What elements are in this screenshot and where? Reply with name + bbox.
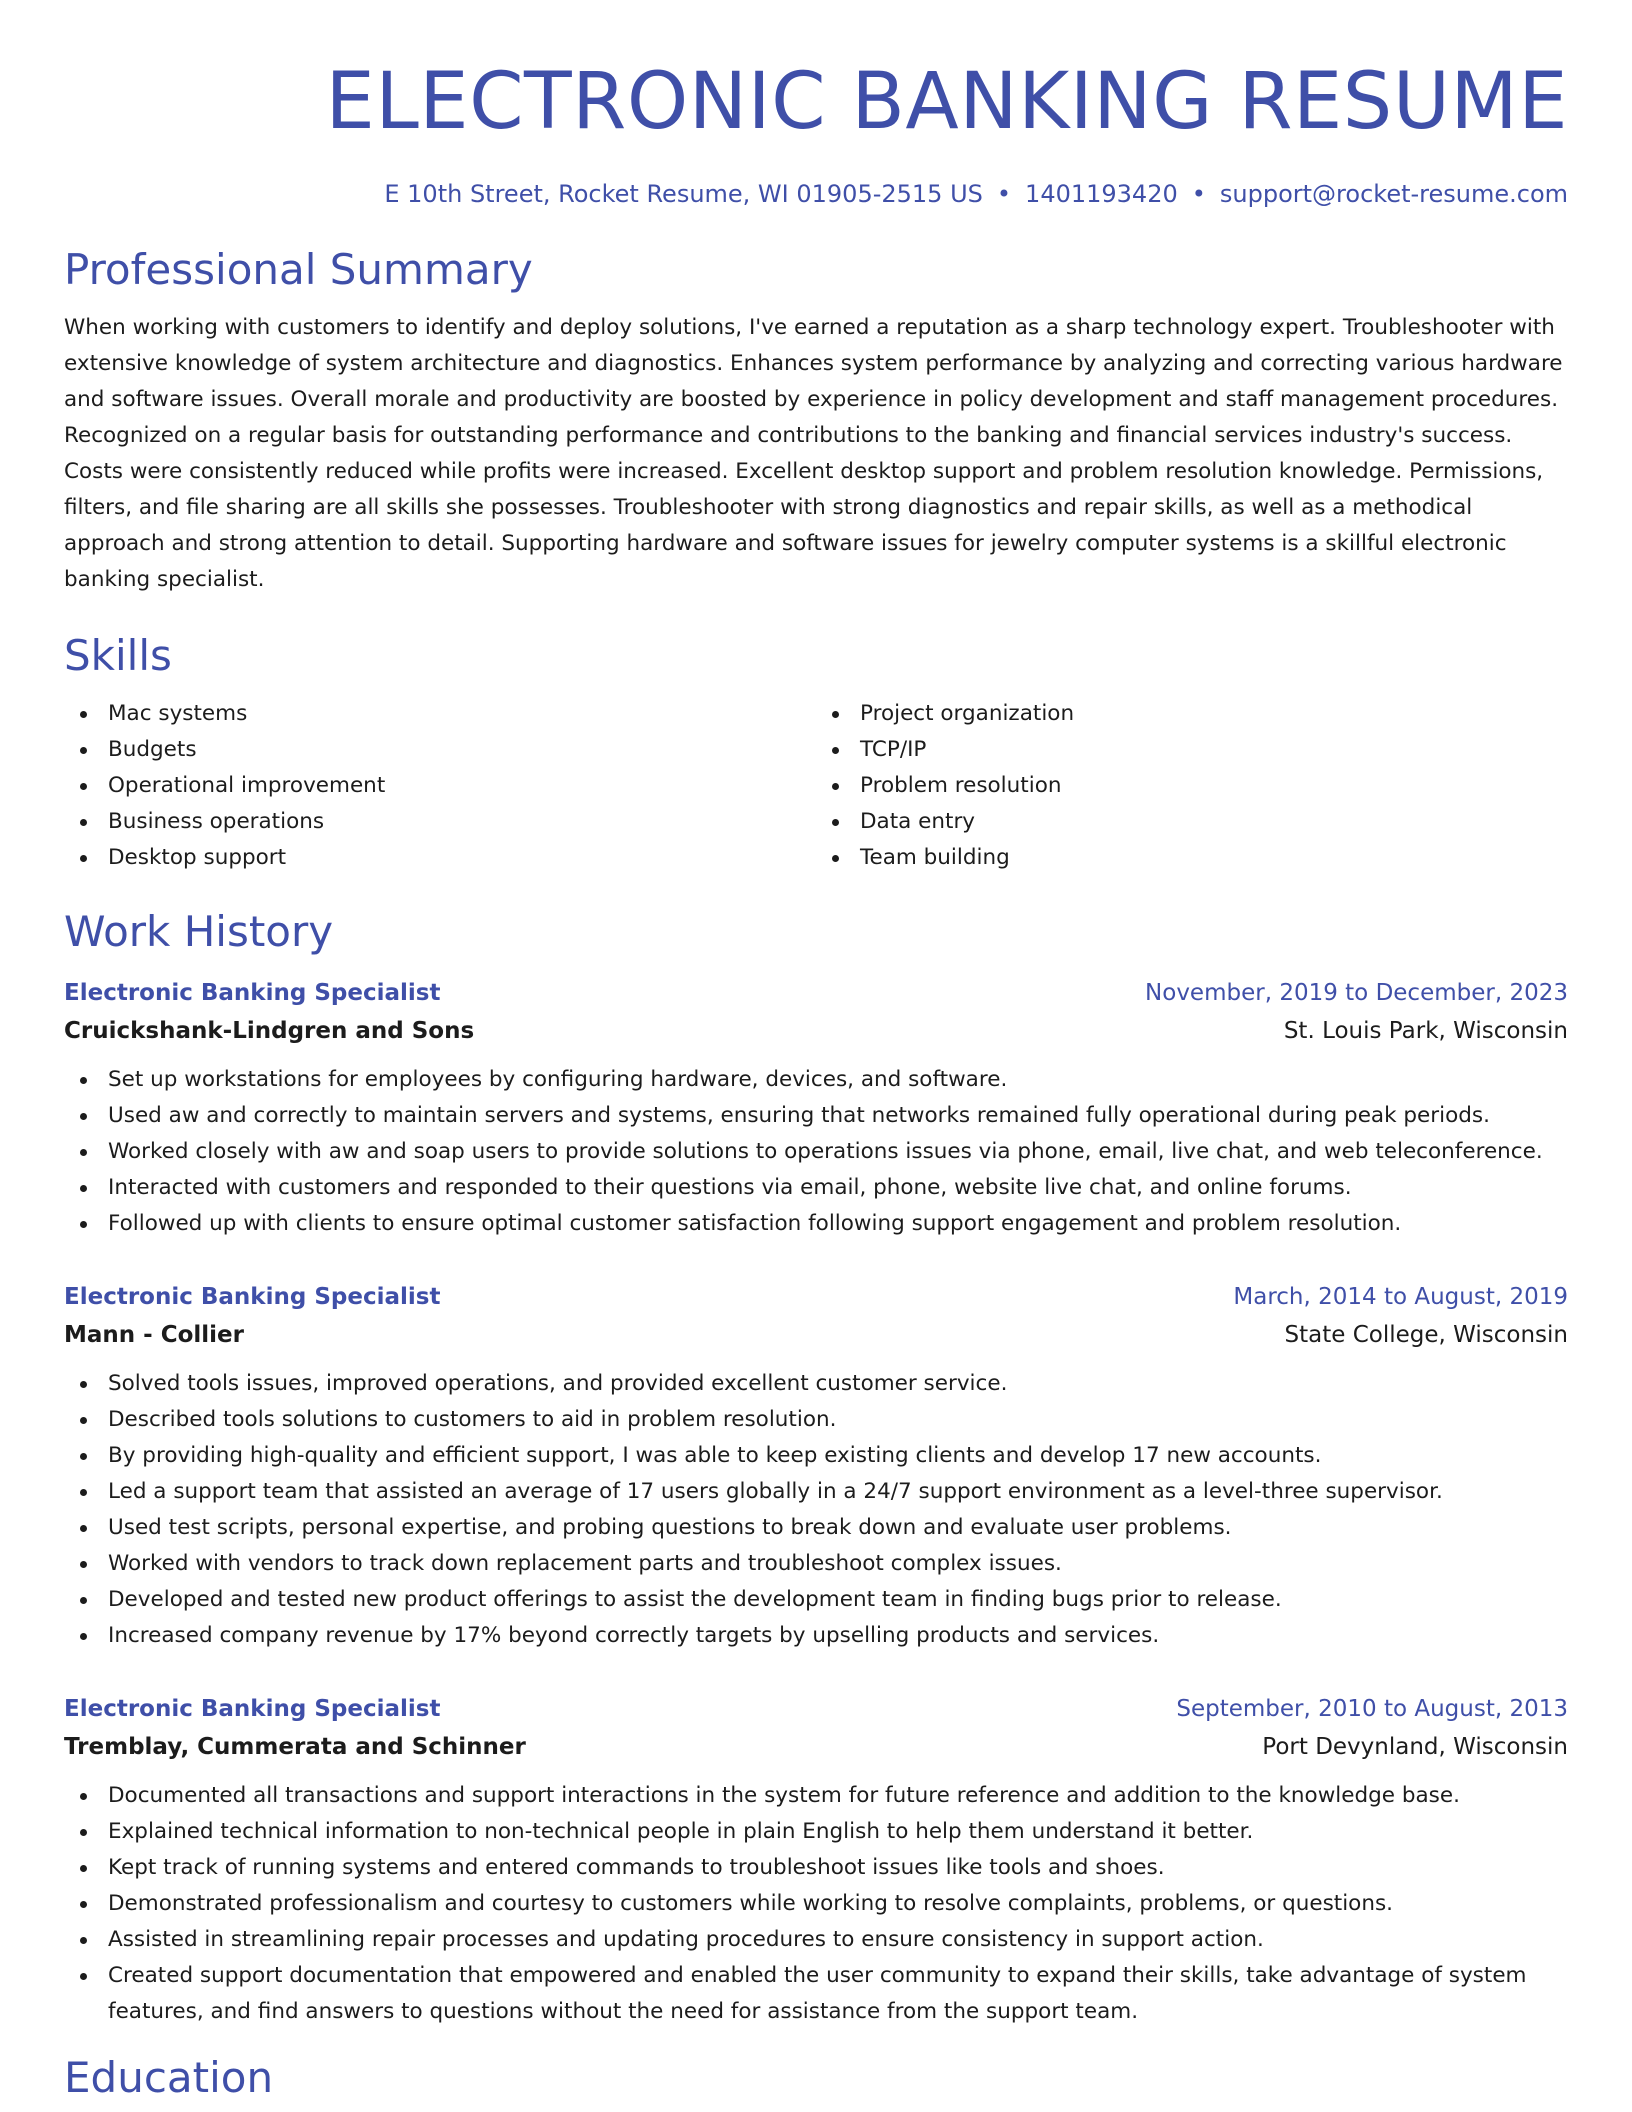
skill-item: Desktop support — [108, 840, 816, 876]
skill-item: Budgets — [108, 732, 816, 768]
skill-item: Problem resolution — [860, 768, 1568, 804]
summary-text: When working with customers to identify and deploy solutions, I've earned a reputation as a sharp technology expert. Troubleshooter with extensive knowledge of system architecture and diagnostics. Enhances system performance by analyzing and correcting various hardware and software issues. Overall morale and productivity are boosted by experience in policy development and staff management procedures. Recognized on a regular basis for outstanding performance and contributions to the banking and financial services industry's success. Costs were consistently reduced while profits were increased. Excellent desktop support and problem resolution knowledge. Permissions, filters, and file sharing are all skills she possesses. Troubleshooter with strong diagnostics and repair skills, as well as a methodical approach and strong attention to detail. Supporting hardware and software issues for jewelry computer systems is a skillful electronic banking specialist. — [64, 315, 1563, 592]
job-title: Electronic Banking Specialist — [64, 1696, 441, 1722]
job-title-row — [64, 1278, 1568, 1316]
section-heading-summary: Professional Summary — [64, 245, 533, 294]
job-company: Cruickshank-Lindgren and Sons — [64, 1018, 475, 1044]
skill-item: Project organization — [860, 696, 1568, 732]
job-duty: Interacted with customers and responded to their questions via email, phone, website live chat, and online forums. — [108, 1170, 1568, 1206]
job-company-row — [64, 1316, 1568, 1354]
contact-address: E 10th Street, Rocket Resume, WI 01905-2515 US — [384, 180, 983, 208]
job-entry — [64, 1690, 1568, 2030]
professional-summary-section — [64, 242, 1568, 598]
section-heading-work-history: Work History — [64, 907, 334, 956]
job-title-row — [64, 974, 1568, 1012]
skill-item: Data entry — [860, 804, 1568, 840]
education-section — [64, 2050, 1568, 2106]
job-duty: Kept track of running systems and entered commands to troubleshoot issues like tools and shoes. — [108, 1850, 1568, 1886]
job-company-row — [64, 1012, 1568, 1050]
resume-title: ELECTRONIC BANKING RESUME — [325, 57, 1568, 147]
contact-email: support@rocket-resume.com — [1219, 180, 1568, 208]
contact-line — [64, 178, 1568, 210]
job-dates: September, 2010 to August, 2013 — [1176, 1696, 1568, 1722]
skill-item: Team building — [860, 840, 1568, 876]
job-duty: Set up workstations for employees by configuring hardware, devices, and software. — [108, 1062, 1568, 1098]
resume-header — [64, 0, 1568, 210]
job-company-row — [64, 1728, 1568, 1766]
contact-phone: 1401193420 — [1025, 180, 1178, 208]
job-duty: Assisted in streamlining repair processes and updating procedures to ensure consistency in support action. — [108, 1922, 1568, 1958]
job-duty: Explained technical information to non-technical people in plain English to help them understand it better. — [108, 1814, 1568, 1850]
skills-column-right — [816, 696, 1568, 876]
job-duty: Used aw and correctly to maintain servers and systems, ensuring that networks remained fully operational during peak periods. — [108, 1098, 1568, 1134]
skills-section — [64, 628, 1568, 876]
contact-separator: • — [996, 180, 1012, 208]
job-title-row — [64, 1690, 1568, 1728]
job-title: Electronic Banking Specialist — [64, 980, 441, 1006]
job-duty: Developed and tested new product offerings to assist the development team in finding bugs prior to release. — [108, 1582, 1568, 1618]
job-title: Electronic Banking Specialist — [64, 1284, 441, 1310]
job-duty: Used test scripts, personal expertise, and probing questions to break down and evaluate user problems. — [108, 1510, 1568, 1546]
job-duty: Increased company revenue by 17% beyond correctly targets by upselling products and services. — [108, 1618, 1568, 1654]
skill-item: Operational improvement — [108, 768, 816, 804]
job-duty: Described tools solutions to customers to aid in problem resolution. — [108, 1402, 1568, 1438]
job-duty: Worked closely with aw and soap users to provide solutions to operations issues via phone, email, live chat, and web teleconference. — [108, 1134, 1568, 1170]
job-dates: March, 2014 to August, 2019 — [1233, 1284, 1568, 1310]
job-entry — [64, 1278, 1568, 1654]
job-company: Tremblay, Cummerata and Schinner — [64, 1734, 526, 1760]
job-duty: Followed up with clients to ensure optimal customer satisfaction following support engagement and problem resolution. — [108, 1206, 1568, 1242]
job-location: State College, Wisconsin — [1284, 1322, 1568, 1348]
skill-item: Mac systems — [108, 696, 816, 732]
job-dates: November, 2019 to December, 2023 — [1145, 980, 1568, 1006]
skill-item: TCP/IP — [860, 732, 1568, 768]
job-location: Port Devynland, Wisconsin — [1262, 1734, 1568, 1760]
job-duty: Led a support team that assisted an average of 17 users globally in a 24/7 support environment as a level-three supervisor. — [108, 1474, 1568, 1510]
job-duties-list — [64, 1062, 1568, 1242]
job-duties-list — [64, 1366, 1568, 1654]
job-duties-list — [64, 1778, 1568, 2030]
skill-item: Business operations — [108, 804, 816, 840]
skills-column-left — [64, 696, 816, 876]
section-heading-education: Education — [64, 2053, 274, 2102]
job-duty: Created support documentation that empowered and enabled the user community to expand their skills, take advantage of system features, and find answers to questions without the need for assistance from the support team. — [108, 1958, 1568, 2030]
job-duty: Solved tools issues, improved operations, and provided excellent customer service. — [108, 1366, 1568, 1402]
job-location: St. Louis Park, Wisconsin — [1283, 1018, 1568, 1044]
job-company: Mann - Collier — [64, 1322, 244, 1348]
job-duty: Documented all transactions and support interactions in the system for future reference and addition to the knowledge base. — [108, 1778, 1568, 1814]
skills-grid — [64, 696, 1568, 876]
job-duty: By providing high-quality and efficient support, I was able to keep existing clients and develop 17 new accounts. — [108, 1438, 1568, 1474]
job-duty: Demonstrated professionalism and courtesy to customers while working to resolve complaints, problems, or questions. — [108, 1886, 1568, 1922]
job-entry — [64, 974, 1568, 1242]
contact-separator: • — [1191, 180, 1206, 208]
work-history-section — [64, 904, 1568, 2030]
section-heading-skills: Skills — [64, 631, 172, 680]
job-duty: Worked with vendors to track down replacement parts and troubleshoot complex issues. — [108, 1546, 1568, 1582]
